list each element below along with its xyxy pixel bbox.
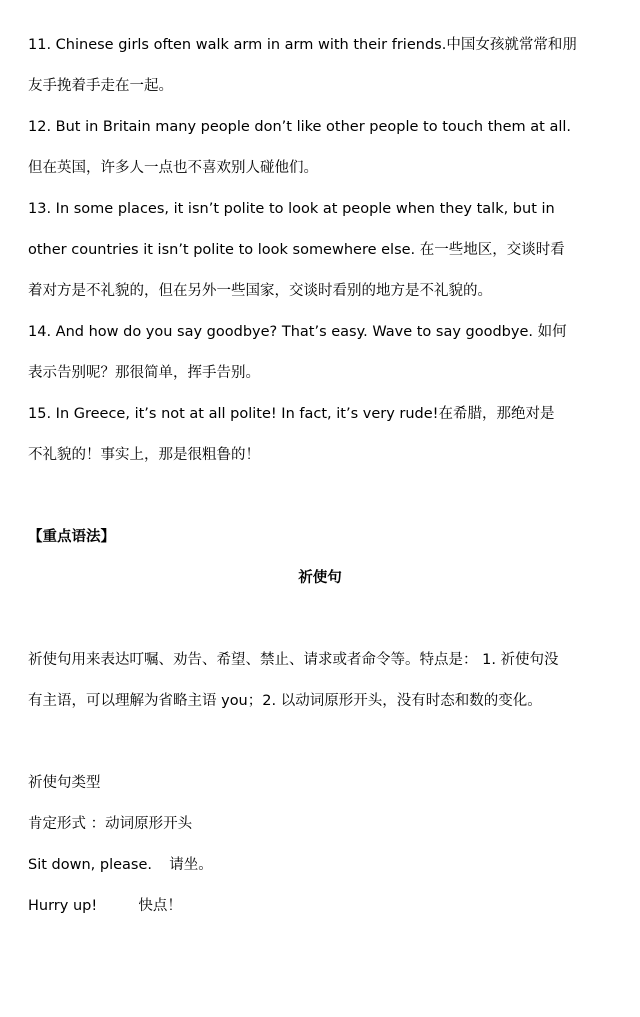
sentence-12-line-1: 12. But in Britain many people don’t like other people to touch them at all. — [28, 119, 571, 135]
sentence-11-line-2: 友手挽着手走在一起。 — [28, 78, 173, 94]
sentence-14-line-2: 表示告别呢？那很简单，挥手告别。 — [28, 365, 260, 381]
example-en: Sit down, please. — [28, 857, 152, 873]
sentence-15-line-2: 不礼貌的！事实上，那是很粗鲁的！ — [28, 447, 260, 463]
example-hurry-up — [28, 896, 620, 916]
definition-line-2: 有主语，可以理解为省略主语 you；2. 以动词原形开头，没有时态和数的变化。 — [28, 693, 542, 709]
example-cn: 快点！ — [138, 898, 182, 914]
sentence-15-line-1: 15. In Greece, it’s not at all polite! In fact, it’s very rude!在希腊，那绝对是 — [28, 406, 555, 422]
sentence-11-line-1: 11. Chinese girls often walk arm in arm with their friends.中国女孩就常常和朋 — [28, 37, 577, 53]
definition-line-1: 祈使句用来表达叮嘱、劝告、希望、禁止、请求或者命令等。特点是： 1. 祈使句没 — [28, 652, 559, 668]
example-cn: 请坐。 — [169, 857, 213, 873]
sentence-13-line-3: 着对方是不礼貌的，但在另外一些国家，交谈时看别的地方是不礼貌的。 — [28, 283, 492, 299]
grammar-section-heading: 【重点语法】 — [28, 529, 115, 545]
sentence-13-line-1: 13. In some places, it isn’t polite to look at people when they talk, but in — [28, 201, 555, 217]
sentence-14-line-1: 14. And how do you say goodbye? That’s easy. Wave to say goodbye. 如何 — [28, 324, 567, 340]
affirmative-form-label: 肯定形式 ：动词原形开头 — [28, 816, 193, 832]
example-sit-down — [28, 855, 620, 875]
sentence-12-line-2: 但在英国，许多人一点也不喜欢别人碰他们。 — [28, 160, 318, 176]
types-heading: 祈使句类型 — [28, 775, 101, 791]
example-en: Hurry up! — [28, 898, 98, 914]
sentence-13-line-2: other countries it isn’t polite to look somewhere else. 在一些地区，交谈时看 — [28, 242, 565, 258]
grammar-topic-title: 祈使句 — [298, 570, 342, 586]
